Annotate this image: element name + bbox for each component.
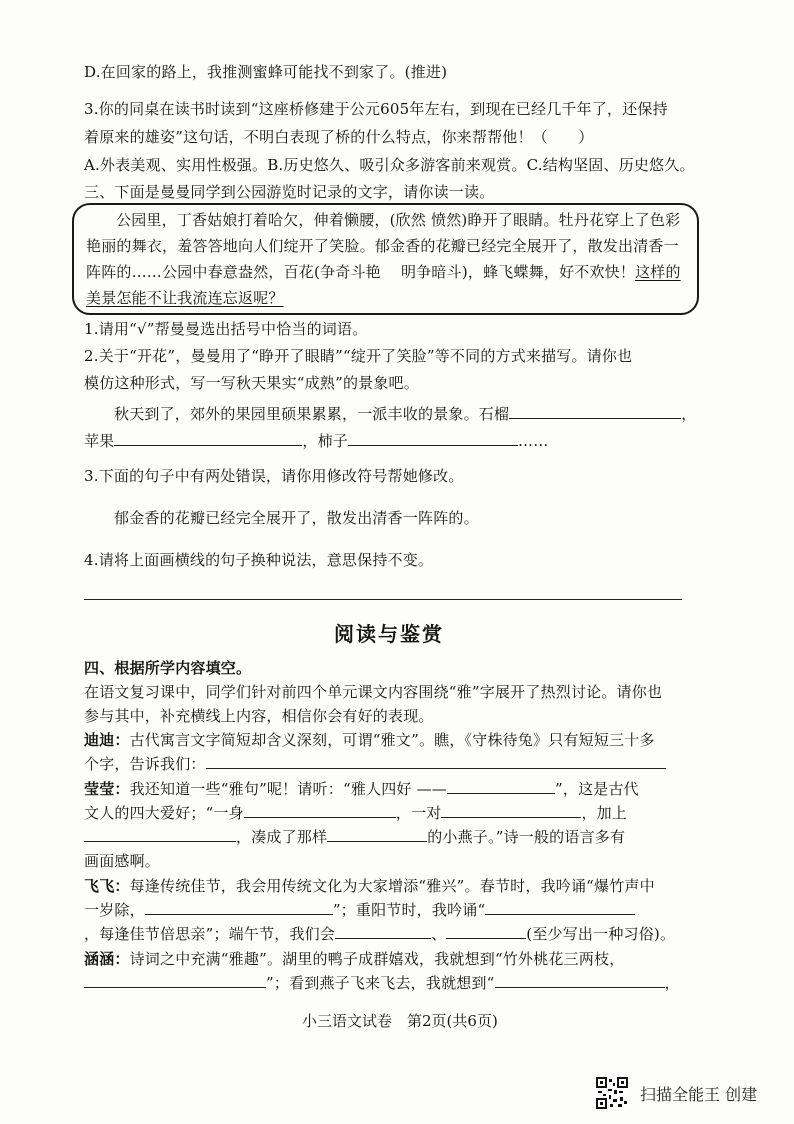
yingying-text-1: 我还知道一些“雅句”呢！请听：“雅人四好 —— [129, 780, 447, 798]
question-3-line-1: 3.你的同桌在读书时读到“这座桥修建于公元605年左右，到现在已经几千年了，还保持 [84, 100, 668, 118]
swallow-poem-blank[interactable] [495, 973, 665, 988]
fable-moral-blank[interactable] [206, 754, 666, 769]
swallow-adjective-blank[interactable] [327, 827, 427, 842]
hanhan-text-2: ”；看到燕子飞来飞去，我就想到“ [266, 974, 495, 992]
yingying-text-4: ，一对 [395, 804, 442, 822]
page-footer: 小三语文试卷 第2页(共6页) [302, 1012, 498, 1030]
section-title: 阅读与鉴赏 [334, 622, 444, 646]
feifei-line-3 [84, 924, 675, 944]
duck-poem-blank[interactable] [84, 973, 266, 988]
sub-question-4: 4.请将上面画横线的句子换种说法，意思保持不变。 [84, 551, 434, 569]
part-4-intro-1: 在语文复习课中，同学们针对前四个单元课文内容围绕“雅”字展开了热烈讨论。请你也 [84, 683, 663, 701]
feifei-text-1: 每逢传统佳节，我会用传统文化为大家增添“雅兴”。春节时，我吟诵“爆竹声中 [129, 877, 655, 895]
feifei-text-2: 一岁除， [84, 901, 145, 919]
feifei-text-6: (至少写出一种习俗)。 [526, 925, 676, 943]
yingying-text-7: 的小燕子。”诗一般的语言多有 [427, 828, 626, 846]
sub-question-1: 1.请用“√”帮曼曼选出括号中恰当的词语。 [84, 320, 368, 338]
didi-line-1 [84, 730, 655, 750]
didi-text: 古代寓言文字简短却含义深刻，可谓“雅文”。瞧，《守株待兔》只有短短三十多 [129, 731, 655, 749]
sub-question-2-line-1: 2.关于“开花”，曼曼用了“睁开了眼睛”“绽开了笑脸”等不同的方式来描写。请你也 [84, 347, 633, 365]
passage-line-1: 公园里，丁香姑娘打着哈欠，伸着懒腰，(欣然 愤然)睁开了眼睛。牡丹花穿上了色彩 [116, 211, 681, 229]
autumn-text: 秋天到了，郊外的果园里硕果累累，一派丰收的景象。石榴 [114, 405, 510, 423]
sub-question-3-sentence: 郁金香的花瓣已经完全展开了，散发出清香一阵阵的。 [114, 509, 479, 527]
sub-question-2-prompt [114, 404, 696, 424]
yingying-line-1 [84, 779, 639, 799]
question-3-line-2: 着原来的雄姿”这句话，不明白表现了桥的什么特点，你来帮帮他！（ ） [84, 128, 594, 146]
double-ninth-poem-blank[interactable] [485, 900, 635, 915]
yingying-text-2: ”，这是古代 [555, 780, 639, 798]
apple-label: 苹果 [84, 432, 115, 450]
custom-blank-2[interactable] [446, 924, 526, 939]
spring-poem-blank[interactable] [145, 900, 333, 915]
pomegranate-blank[interactable] [509, 404, 681, 419]
speaker-didi: 迪迪： [84, 731, 130, 749]
didi-line-2 [84, 754, 666, 774]
yingying-text-3: 文人的四大爱好；“一身 [84, 804, 244, 822]
feifei-text-4: ，每逢佳节倍思亲”；端午节，我们会 [84, 925, 336, 943]
passage-line-3-text: 阵阵的……公园中春意盎然，百花(争奇斗艳 明争暗斗)，蜂飞蝶舞，好不欢快！ [86, 263, 636, 281]
hanhan-line-1 [84, 949, 624, 969]
didi-prompt: 个字，告诉我们： [84, 755, 206, 773]
sub-question-2-blanks [84, 431, 548, 451]
section-3-heading: 三、下面是曼曼同学到公园游览时记录的文字，请你读一读。 [84, 183, 495, 201]
feifei-text-5: 、 [431, 925, 447, 943]
swallow-tail-blank[interactable] [84, 827, 236, 842]
ellipsis: …… [518, 432, 549, 450]
part-4-intro-2: 参与其中，补充横线上内容，相信你会有好的表现。 [84, 707, 434, 725]
yingying-text-5: ，加上 [581, 804, 628, 822]
comma: ， [681, 405, 697, 423]
four-hobbies-blank[interactable] [447, 779, 555, 794]
persimmon-blank[interactable] [348, 431, 518, 446]
hanhan-line-2 [84, 973, 680, 993]
custom-blank-1[interactable] [335, 924, 431, 939]
speaker-yingying: 莹莹： [84, 780, 130, 798]
part-4-heading: 四、根据所学内容填空。 [84, 659, 252, 677]
persimmon-label: ，柿子 [302, 432, 349, 450]
underlined-sentence-start: 这样的 [635, 263, 681, 281]
speaker-feifei: 飞飞： [84, 877, 130, 895]
feifei-line-1 [84, 876, 655, 896]
yingying-text-6: ，凑成了那样 [236, 828, 328, 846]
sub-question-3: 3.下面的句子中有两处错误，请你用修改符号帮她修改。 [84, 467, 464, 485]
speaker-hanhan: 涵涵： [84, 950, 130, 968]
feifei-line-2 [84, 900, 635, 920]
hanhan-text-3: ， [664, 974, 680, 992]
swallow-wings-blank[interactable] [441, 803, 581, 818]
sub-question-2-line-2: 模仿这种形式，写一写秋天果实“成熟”的景象吧。 [84, 374, 419, 392]
yingying-line-3 [84, 827, 625, 847]
feifei-text-3: ”；重阳节时，我吟诵“ [332, 901, 486, 919]
passage-line-3 [86, 262, 681, 282]
apple-blank[interactable] [114, 431, 302, 446]
underlined-sentence-end: 美景怎能不让我流连忘返呢？ [86, 289, 284, 307]
hanhan-text-1: 诗词之中充满“雅趣”。湖里的鸭子成群嬉戏，我就想到“竹外桃花三两枝， [129, 950, 625, 968]
scanner-brand-label: 扫描全能王 创建 [640, 1085, 758, 1104]
yingying-line-2 [84, 803, 627, 823]
option-d-line: D.在回家的路上，我推测蜜蜂可能找不到家了。(推进) [84, 63, 448, 81]
swallow-body-blank[interactable] [244, 803, 396, 818]
answer-line[interactable] [84, 599, 682, 600]
qr-code-icon [596, 1077, 628, 1109]
yingying-line-4: 画面感啊。 [84, 852, 161, 870]
passage-line-2: 艳丽的舞衣，羞答答地向人们绽开了笑脸。郁金香的花瓣已经完全展开了，散发出清香一 [86, 237, 679, 255]
question-3-options: A.外表美观、实用性极强。B.历史悠久、吸引众多游客前来观赏。C.结构坚固、历史悠久。 [84, 156, 695, 174]
